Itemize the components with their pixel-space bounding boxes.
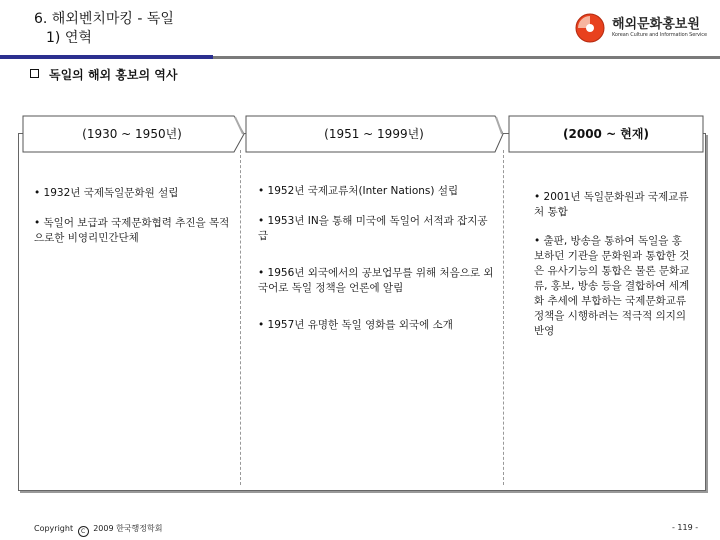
section-heading-text: 독일의 해외 홍보의 역사 xyxy=(49,68,178,82)
header-bar-accent xyxy=(0,55,213,59)
checkbox-bullet-icon xyxy=(30,69,39,78)
period-label-2: (1951 ~ 1999년) xyxy=(324,127,424,141)
list-item: • 1957년 유명한 독일 영화를 외국에 소개 xyxy=(258,319,453,331)
logo-english-name: Korean Culture and Information Service xyxy=(612,32,707,38)
page-title xyxy=(34,10,174,48)
copyright-icon: C xyxy=(78,526,89,537)
footer-copyright xyxy=(34,523,162,537)
column-divider xyxy=(503,150,504,485)
list-item: • 독일어 보급과 국제문화협력 추진을 목적으로한 비영리민간단체 xyxy=(34,217,230,244)
logo-mark-icon xyxy=(574,12,606,44)
period-column-2 xyxy=(258,184,494,348)
period-label-1: (1930 ~ 1950년) xyxy=(82,127,182,141)
list-item: • 1953년 IN을 통해 미국에 독일어 서적과 잡지공급 xyxy=(258,215,488,242)
list-item: • 2001년 독일문화원과 국제교류처 통합 xyxy=(534,191,689,218)
list-item: • 1956년 외국에서의 공보업무를 위해 처음으로 외국어로 독일 정책을 언론에 알림 xyxy=(258,267,494,294)
logo-name: 해외문화홍보원 xyxy=(612,17,700,32)
list-item: • 출판, 방송을 통하여 독일을 홍보하던 기관을 문화원과 통합한 것은 유사기능의 통합은 물론 문화교류, 홍보, 방송 등을 결합하여 세계화 추세에 부합하는 국제문화교류 정책을 시행하려는 적극적 의지의 반영 xyxy=(534,235,690,337)
logo xyxy=(574,10,714,44)
period-header-1 xyxy=(22,115,262,153)
header-bar-divider xyxy=(213,56,720,59)
copyright-prefix: Copyright xyxy=(34,524,74,533)
period-column-3 xyxy=(534,190,690,354)
period-header-2 xyxy=(245,115,485,153)
list-item: • 1952년 국제교류처(Inter Nations) 설립 xyxy=(258,185,459,197)
section-heading xyxy=(30,66,177,83)
page-title-line2: 1) 연혁 xyxy=(46,30,92,46)
page-number: - 119 - xyxy=(672,523,699,532)
period-column-1 xyxy=(34,186,230,261)
period-header-3 xyxy=(508,115,704,153)
copyright-text: 2009 한국행정학회 xyxy=(93,524,163,533)
page-title-line1: 6. 해외벤치마킹 - 독일 xyxy=(34,11,174,27)
period-label-3: (2000 ~ 현재) xyxy=(563,127,649,141)
column-divider xyxy=(240,150,241,485)
list-item: • 1932년 국제독일문화원 설립 xyxy=(34,187,179,199)
